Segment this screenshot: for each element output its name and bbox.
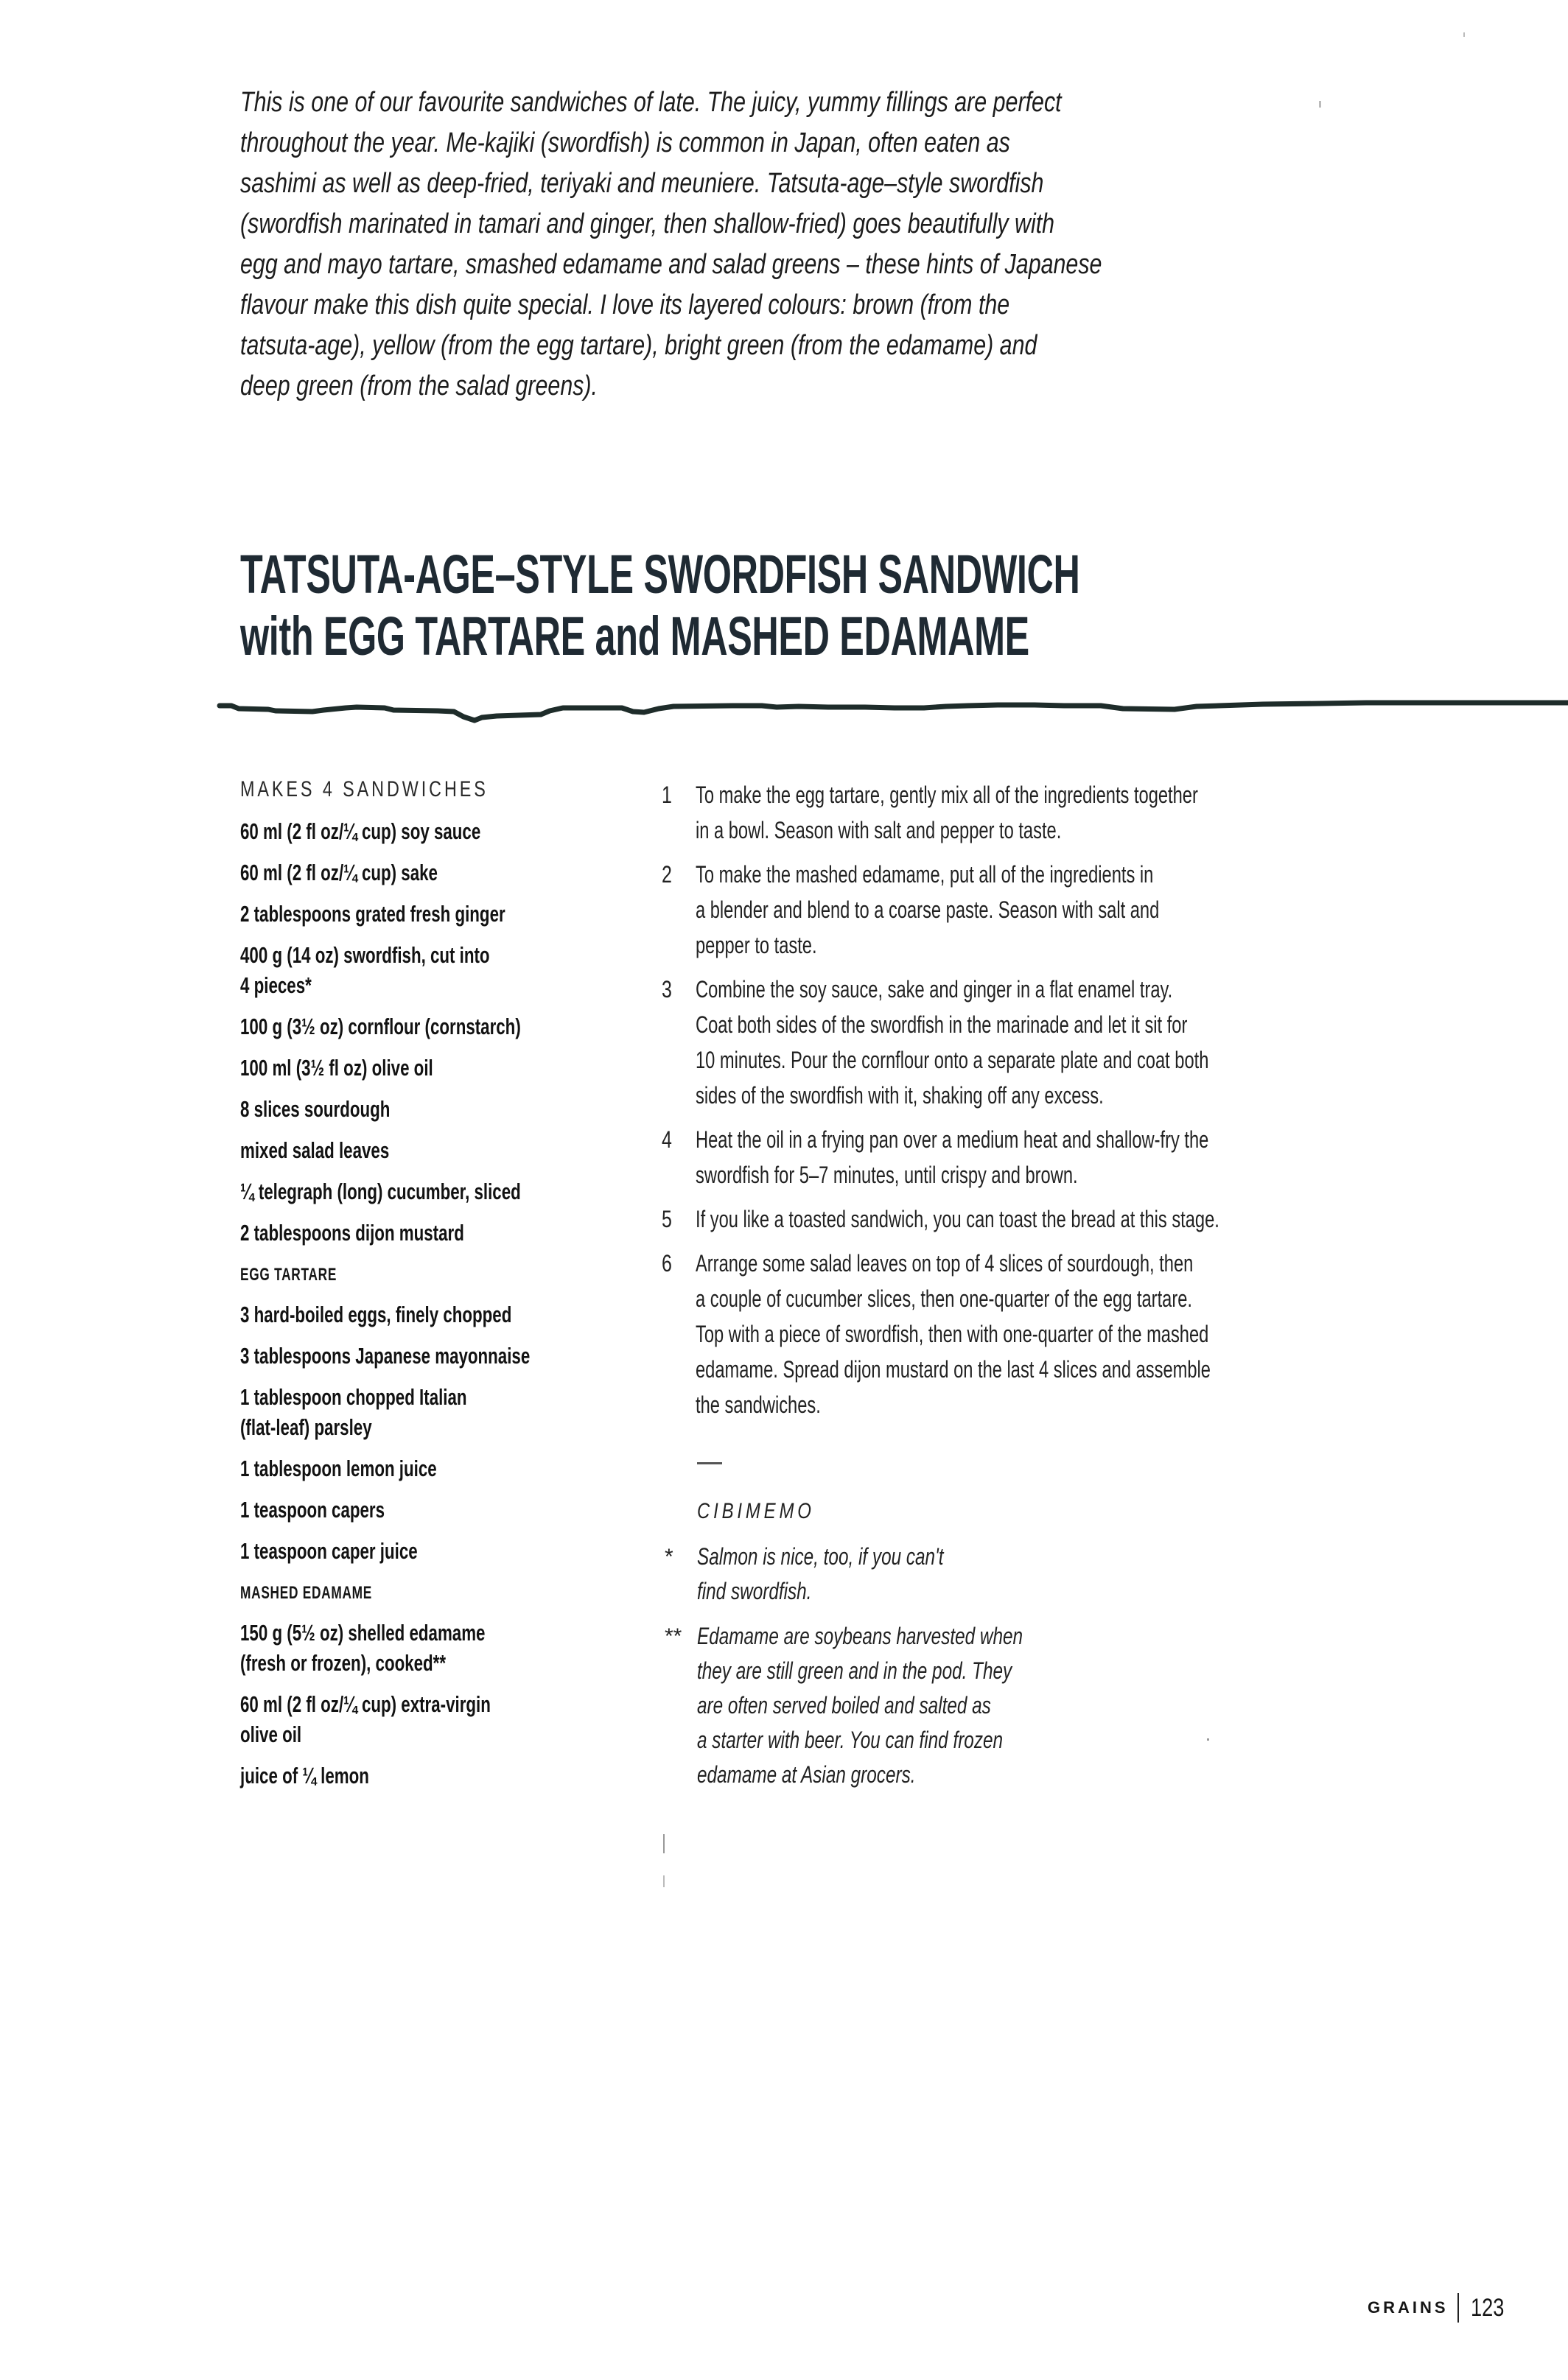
step-text: pepper to taste. (696, 932, 817, 958)
method-step (662, 1246, 1457, 1422)
step-text: sides of the swordfish with it, shaking off any excess. (696, 1082, 1104, 1109)
main-ingredients-list (240, 816, 653, 1248)
step-number: 1 (662, 782, 672, 808)
ingredient-item: mixed salad leaves (240, 1137, 390, 1163)
step-text: Coat both sides of the swordfish in the marinade and let it sit for (696, 1011, 1188, 1038)
egg-tartare-heading: EGG TARTARE (240, 1265, 337, 1285)
recipe-title-line-2: with EGG TARTARE and MASHED EDAMAME (240, 605, 1029, 667)
step-text: To make the egg tartare, gently mix all of the ingredients together (696, 782, 1198, 808)
page-footer (1368, 2289, 1512, 2326)
ingredient-item: 400 g (14 oz) swordfish, cut into 4 pieces* (240, 942, 490, 998)
recipe-title (240, 544, 1475, 667)
footnote (662, 1619, 1177, 1792)
method-step (662, 1201, 1457, 1237)
ingredient-item: 1 tablespoon lemon juice (240, 1456, 437, 1481)
step-text: Heat the oil in a frying pan over a medium heat and shallow-fry the (696, 1126, 1209, 1153)
scan-speck (1207, 1738, 1209, 1741)
ingredient-item: 8 slices sourdough (240, 1096, 391, 1122)
step-text: edamame. Spread dijon mustard on the last 4 slices and assemble (696, 1356, 1211, 1383)
hand-drawn-divider (217, 685, 1568, 729)
scan-speck (1319, 101, 1321, 108)
scan-speck (663, 1834, 665, 1853)
method-step (662, 1122, 1457, 1193)
mashed-edamame-heading: MASHED EDAMAME (240, 1583, 373, 1603)
ingredient-item: 2 tablespoons grated fresh ginger (240, 901, 505, 927)
method-column (662, 777, 1457, 1431)
section-name: GRAINS (1368, 2298, 1449, 2317)
recipe-title-line-1: TATSUTA-AGE–STYLE SWORDFISH SANDWICH (240, 544, 1080, 605)
ingredient-item: 100 g (3½ oz) cornflour (cornstarch) (240, 1014, 521, 1039)
footnote-text: Salmon is nice, too, if you can't (697, 1543, 944, 1570)
yield-label: MAKES 4 SANDWICHES (240, 777, 489, 801)
footnote-text: edamame at Asian grocers. (697, 1761, 916, 1788)
step-text: Combine the soy sauce, sake and ginger in a flat enamel tray. (696, 976, 1173, 1003)
step-number: 4 (662, 1126, 672, 1153)
footer-separator (1457, 2293, 1459, 2323)
mashed-edamame-list (240, 1618, 653, 1791)
intro-line: tatsuta-age), yellow (from the egg tartare), bright green (from the edamame) and (240, 330, 1037, 361)
ingredient-item: 1 teaspoon capers (240, 1497, 385, 1523)
step-number: 5 (662, 1206, 672, 1232)
ingredient-item: 60 ml (2 fl oz/¼ cup) extra-virgin olive oil (240, 1691, 491, 1747)
intro-line: flavour make this dish quite special. I love its layered colours: brown (from the (240, 289, 1010, 320)
ingredient-item: 150 g (5½ oz) shelled edamame (fresh or frozen), cooked** (240, 1620, 486, 1676)
ingredient-item: ¼ telegraph (long) cucumber, sliced (240, 1179, 521, 1204)
intro-line: sashimi as well as deep-fried, teriyaki and meuniere. Tatsuta-age–style swordfish (240, 168, 1044, 199)
page-number: 123 (1470, 2293, 1504, 2322)
intro-line: This is one of our favourite sandwiches of late. The juicy, yummy fillings are perfect (240, 87, 1062, 118)
step-text: Arrange some salad leaves on top of 4 slices of sourdough, then (696, 1250, 1194, 1277)
step-text: swordfish for 5–7 minutes, until crispy and brown. (696, 1162, 1078, 1188)
intro-paragraph (240, 83, 1331, 407)
step-number: 2 (662, 861, 672, 888)
ingredient-item: 3 tablespoons Japanese mayonnaise (240, 1343, 531, 1369)
memo-dash-divider (697, 1462, 722, 1464)
ingredients-column (240, 775, 653, 1802)
intro-line: egg and mayo tartare, smashed edamame and salad greens – these hints of Japanese (240, 249, 1102, 280)
step-text: Top with a piece of swordfish, then with one-quarter of the mashed (696, 1321, 1209, 1347)
step-text: a blender and blend to a coarse paste. Season with salt and (696, 896, 1160, 923)
step-text: 10 minutes. Pour the cornflour onto a separate plate and coat both (696, 1047, 1209, 1073)
scan-speck (663, 1875, 665, 1887)
ingredient-item: 100 ml (3½ fl oz) olive oil (240, 1055, 433, 1081)
scan-speck (1463, 32, 1465, 37)
footnote-marker: ** (665, 1624, 682, 1649)
intro-line: deep green (from the salad greens). (240, 371, 598, 401)
footnote-marker: * (665, 1545, 673, 1569)
ingredient-item: 60 ml (2 fl oz/¼ cup) sake (240, 860, 438, 885)
step-text: in a bowl. Season with salt and pepper to taste. (696, 817, 1062, 843)
cibimemo-title: CIBIMEMO (697, 1499, 815, 1523)
step-text: If you like a toasted sandwich, you can toast the bread at this stage. (696, 1206, 1219, 1232)
intro-line: throughout the year. Me-kajiki (swordfish) is common in Japan, often eaten as (240, 127, 1010, 158)
ingredient-item: 3 hard-boiled eggs, finely chopped (240, 1302, 512, 1327)
step-text: a couple of cucumber slices, then one-quarter of the egg tartare. (696, 1285, 1192, 1312)
method-step (662, 777, 1457, 848)
ingredient-item: juice of ¼ lemon (240, 1763, 369, 1788)
ingredient-item: 2 tablespoons dijon mustard (240, 1220, 464, 1246)
ingredient-item: 1 teaspoon caper juice (240, 1538, 418, 1564)
step-text: the sandwiches. (696, 1391, 821, 1418)
method-step (662, 857, 1457, 963)
step-number: 6 (662, 1250, 672, 1277)
footnote-text: Edamame are soybeans harvested when (697, 1623, 1023, 1649)
step-number: 3 (662, 976, 672, 1003)
ingredient-item: 60 ml (2 fl oz/¼ cup) soy sauce (240, 818, 481, 844)
cibimemo-section (662, 1462, 1177, 1802)
method-step (662, 972, 1457, 1113)
footnote (662, 1540, 1177, 1609)
step-text: To make the mashed edamame, put all of the ingredients in (696, 861, 1154, 888)
ingredient-item: 1 tablespoon chopped Italian (flat-leaf) parsley (240, 1384, 467, 1440)
egg-tartare-list (240, 1299, 653, 1566)
footnote-text: are often served boiled and salted as (697, 1692, 991, 1719)
intro-line: (swordfish marinated in tamari and ginger, then shallow-fried) goes beautifully with (240, 208, 1055, 239)
footnote-text: find swordfish. (697, 1578, 812, 1604)
footnote-text: they are still green and in the pod. They (697, 1657, 1012, 1684)
footnote-text: a starter with beer. You can find frozen (697, 1727, 1004, 1753)
